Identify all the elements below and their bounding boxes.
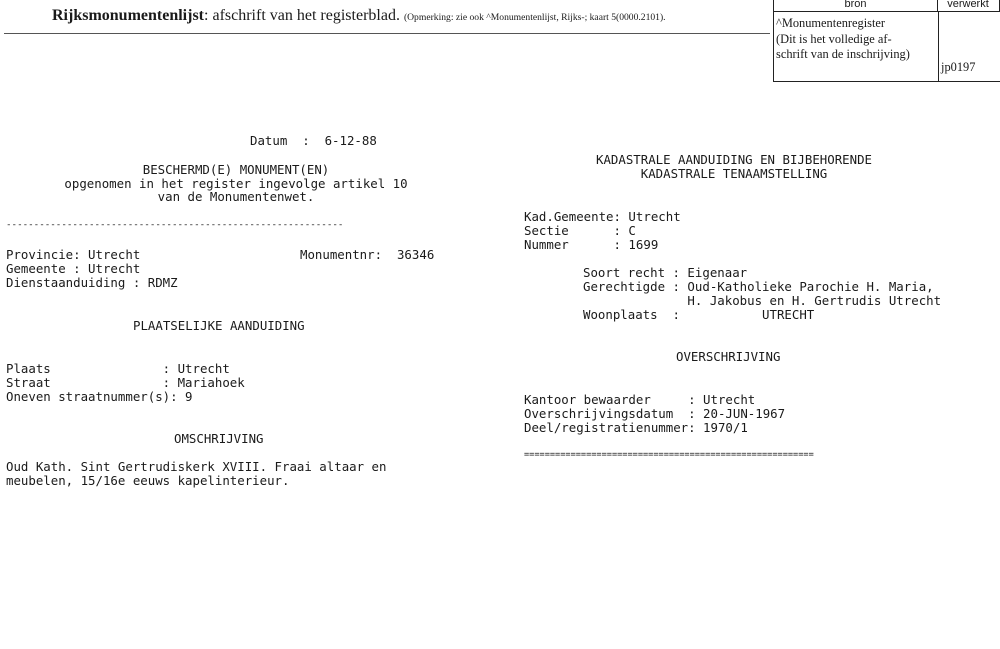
verwerkt-header: verwerkt bbox=[937, 0, 1000, 12]
gemeente-line: Gemeente : Utrecht bbox=[6, 261, 141, 276]
kadaster-heading: KADASTRALE AANDUIDING EN BIJBEHORENDE KADASTRALE TENAAMSTELLING bbox=[595, 152, 872, 181]
dienstaanduiding-line: Dienstaanduiding : RDMZ bbox=[6, 275, 178, 290]
overschrijvingsdatum-line: Overschrijvingsdatum : 20-JUN-1967 bbox=[524, 406, 786, 421]
title-bold: Rijksmonumentenlijst bbox=[52, 7, 205, 24]
bron-header: bron bbox=[773, 0, 938, 12]
sectie-line: Sectie : C bbox=[524, 223, 636, 238]
registratienummer-line: Deel/registratienummer: 1970/1 bbox=[524, 420, 748, 435]
straatnummer-line: Oneven straatnummer(s): 9 bbox=[6, 389, 193, 404]
gerechtigde-line: Gerechtigde : Oud-Katholieke Parochie H. Maria, H. Jakobus en H. Gertrudis Utrecht bbox=[583, 279, 942, 308]
source-box bbox=[773, 0, 1000, 87]
bron-text: ^Monumentenregister (Dit is het volledige af- schrift van de inschrijving) bbox=[776, 16, 910, 62]
overschrijving-heading: OVERSCHRIJVING bbox=[676, 349, 781, 364]
monumentnr-line: Monumentnr: 36346 bbox=[300, 247, 435, 262]
woonplaats-line: Woonplaats : UTRECHT bbox=[583, 307, 815, 322]
datum-line: Datum : 6-12-88 bbox=[250, 133, 377, 148]
document-title bbox=[52, 7, 666, 25]
soort-recht-line: Soort recht : Eigenaar bbox=[583, 265, 748, 280]
title-note: (Opmerking: zie ook ^Monumentenlijst, Rijks-; kaart 5(0000.2101). bbox=[403, 12, 666, 23]
title-rest: : afschrift van het registerblad. bbox=[204, 7, 400, 24]
nummer-line: Nummer : 1699 bbox=[524, 237, 659, 252]
kantoor-line: Kantoor bewaarder : Utrecht bbox=[524, 392, 756, 407]
omschrijving-heading: OMSCHRIJVING bbox=[174, 431, 264, 446]
header-rule bbox=[4, 33, 770, 34]
monument-heading: BESCHERMD(E) MONUMENT(EN) opgenomen in het register ingevolge artikel 10 van de Monumentenwet. bbox=[64, 162, 408, 205]
plaatselijke-heading: PLAATSELIJKE AANDUIDING bbox=[133, 318, 305, 333]
provincie-line: Provincie: Utrecht bbox=[6, 247, 141, 262]
plaats-line: Plaats : Utrecht bbox=[6, 361, 230, 376]
dash-separator: ------------------------------------------------------------- bbox=[6, 219, 344, 230]
straat-line: Straat : Mariahoek bbox=[6, 375, 245, 390]
source-box-bottom-rule bbox=[773, 81, 1000, 82]
equals-separator: ======================================================== bbox=[524, 450, 814, 460]
kad-gemeente-line: Kad.Gemeente: Utrecht bbox=[524, 209, 681, 224]
omschrijving-text: Oud Kath. Sint Gertrudiskerk XVIII. Fraai altaar en meubelen, 15/16e eeuws kapelinterieur. bbox=[6, 459, 387, 488]
verwerkt-code: jp0197 bbox=[941, 60, 976, 74]
